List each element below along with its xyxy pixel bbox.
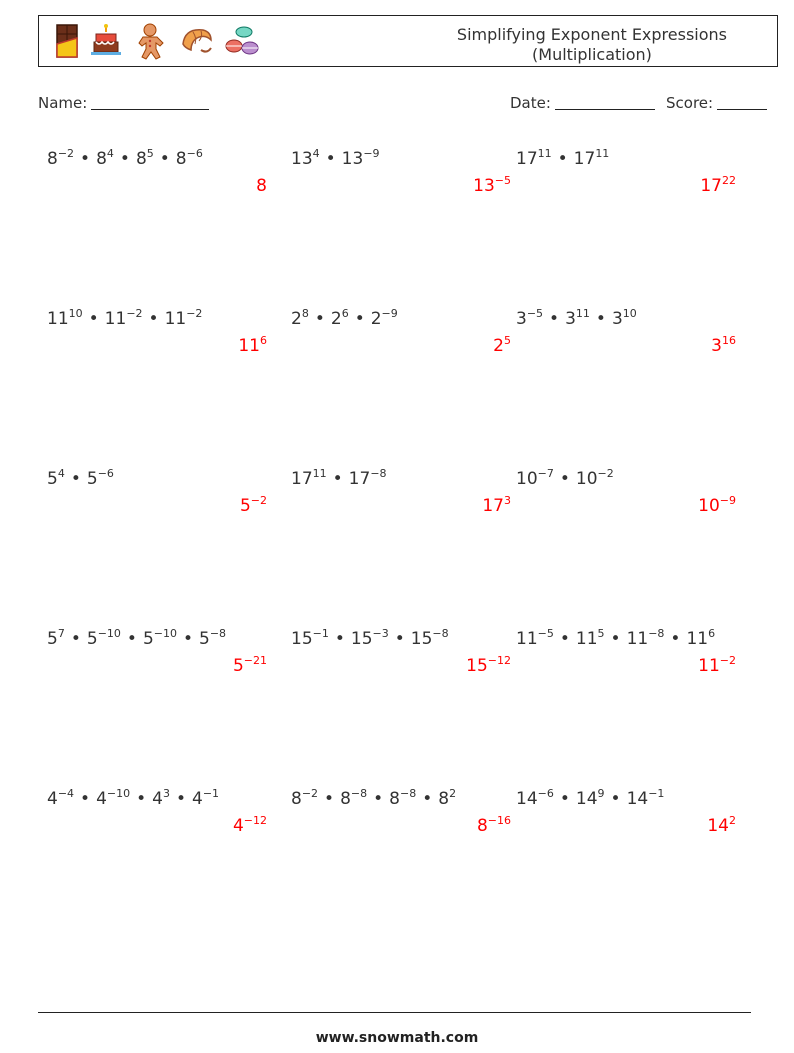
answer-power-base: 11 [238,336,260,356]
multiply-dot: • [559,469,570,489]
answer [233,655,267,677]
term [291,149,320,169]
problem-15 [516,787,746,836]
term-exponent: −2 [597,467,614,480]
name-field[interactable] [38,94,209,112]
answer-power [698,496,736,516]
answer-power-base: 5 [239,496,251,516]
term-base: 2 [291,309,302,329]
term-exponent: 7 [57,627,65,640]
term-base: 17 [516,149,538,169]
term-exponent: 5 [597,627,605,640]
answer [698,495,736,517]
term [176,149,203,169]
problem-12 [516,627,746,676]
answer-power-base: 5 [232,656,244,676]
term-base: 4 [47,789,58,809]
term-base: 11 [516,629,538,649]
answer [707,815,736,837]
answer-power-base: 8 [476,816,488,836]
term [411,629,449,649]
term [438,789,456,809]
score-field[interactable] [666,94,767,112]
term-exponent: −10 [106,787,131,800]
problem-3 [516,147,746,196]
term [291,629,329,649]
term-base: 3 [516,309,527,329]
answer [477,815,511,837]
term [516,469,554,489]
term-base: 13 [341,149,364,169]
term [351,629,389,649]
problem-5 [291,307,521,356]
multiply-dot: • [354,309,365,329]
multiply-dot: • [373,789,384,809]
term-exponent: 4 [57,467,65,480]
term-exponent: −8 [648,627,665,640]
term-base: 8 [438,789,450,809]
term [627,629,665,649]
multiply-dot: • [325,149,336,169]
answer [233,815,267,837]
term-base: 2 [370,309,382,329]
multiply-dot: • [334,629,345,649]
birthday-cake-icon [87,22,125,60]
term-base: 17 [348,469,371,489]
answer-power-base: 15 [466,656,488,676]
term-exponent: 8 [301,307,309,320]
term-base: 15 [410,629,433,649]
problem-8 [291,467,521,516]
answer-power [711,336,736,356]
multiply-dot: • [557,149,568,169]
term-base: 11 [686,629,709,649]
term-exponent: 2 [449,787,457,800]
term-exponent: −6 [186,147,203,160]
term-exponent: 5 [146,147,154,160]
term [516,149,552,169]
term [152,789,170,809]
term-base: 3 [565,309,576,329]
multiply-dot: • [670,629,681,649]
multiply-dot: • [119,149,130,169]
problem-expression [516,628,746,650]
croissant-icon [177,22,215,60]
term-exponent: −1 [648,787,665,800]
term-exponent: −10 [153,627,177,640]
answer [473,175,511,197]
term-exponent: −1 [312,627,329,640]
answer [256,175,267,197]
answer-power-base: 17 [700,176,722,196]
term [389,789,416,809]
answer-power-exponent: 3 [504,494,511,507]
problem-expression [47,148,277,170]
term-exponent: 3 [162,787,170,800]
answer-power-exponent: −12 [487,654,511,667]
term [371,309,398,329]
footer-url: www.snowmath.com [315,1030,479,1046]
multiply-dot: • [610,629,621,649]
term [342,149,380,169]
problem-1 [47,147,277,196]
term-exponent: −8 [209,627,227,640]
term-exponent: −10 [97,627,121,640]
answer [482,495,511,517]
term-exponent: 11 [595,147,610,160]
term-exponent: −3 [372,627,389,640]
term-base: 17 [291,469,313,489]
multiply-dot: • [159,149,170,169]
header-box [38,15,778,67]
term [516,789,554,809]
multiply-dot: • [610,789,621,809]
answer [700,175,736,197]
term-exponent: −6 [97,467,114,480]
worksheet-title [457,25,727,65]
answer-power-base: 14 [707,816,729,836]
term [136,149,154,169]
problem-expression [47,788,277,810]
term [47,469,65,489]
answer-power-base: 2 [493,336,504,356]
answer-power [233,656,267,676]
multiply-dot: • [394,629,405,649]
term-base: 4 [192,789,203,809]
problem-13 [47,787,277,836]
term [331,309,349,329]
term-base: 5 [86,629,98,649]
answer-power-base: 13 [473,176,495,196]
term [576,469,614,489]
answer-power-exponent: −2 [719,654,736,667]
problem-expression [291,468,521,490]
term-base: 15 [350,629,373,649]
term [576,789,605,809]
term-base: 5 [47,629,58,649]
term-exponent: 11 [575,307,590,320]
multiply-dot: • [126,629,137,649]
term [612,309,637,329]
problem-9 [516,467,746,516]
term-base: 5 [47,469,58,489]
term-base: 8 [291,789,302,809]
answer-power-base: 3 [711,336,722,356]
term [576,629,605,649]
macarons-icon [223,22,261,60]
answer-power [233,816,267,836]
term-exponent: 9 [597,787,605,800]
term-exponent: −9 [363,147,380,160]
multiply-dot: • [148,309,159,329]
term-base: 4 [152,789,163,809]
term-base: 8 [340,789,351,809]
term [291,469,327,489]
multiply-dot: • [559,789,570,809]
answer-power [700,176,736,196]
answer-power-base: 11 [698,656,720,676]
answer-power-base: 17 [482,496,504,516]
name-label: Name: [38,94,88,112]
date-field[interactable] [510,94,655,112]
problem-expression [516,468,746,490]
problem-expression [516,148,746,170]
term-exponent: 11 [537,147,552,160]
term [87,629,121,649]
term-base: 8 [135,149,147,169]
answer-power-exponent: 6 [260,334,267,347]
problem-expression [47,468,277,490]
problem-10 [47,627,277,676]
term [574,149,610,169]
answer-power-exponent: −12 [243,814,267,827]
multiply-dot: • [595,309,606,329]
term-exponent: −4 [57,787,75,800]
answer-power-base: 10 [698,496,720,516]
answer-power-exponent: −5 [494,174,511,187]
answer-power-exponent: 2 [729,814,736,827]
term-base: 14 [575,789,598,809]
multiply-dot: • [70,469,81,489]
problem-expression [291,788,521,810]
term-base: 15 [291,629,313,649]
term-base: 11 [47,309,69,329]
term [686,629,715,649]
term-base: 11 [104,309,127,329]
problem-expression [516,788,746,810]
term [96,149,114,169]
term-exponent: −8 [350,787,368,800]
problem-expression [516,308,746,330]
answer [711,335,736,357]
gingerbread-man-icon [131,22,169,60]
term-exponent: −9 [381,307,398,320]
term-base: 5 [86,469,98,489]
answer-power [482,496,511,516]
multiply-dot: • [175,789,187,809]
multiply-dot: • [88,309,99,329]
term-exponent: −1 [202,787,220,800]
problem-expression [47,628,277,650]
multiply-dot: • [70,629,81,649]
term-base: 11 [626,629,649,649]
term-base: 14 [516,789,538,809]
term [165,309,203,329]
term-base: 4 [96,789,107,809]
answer-power-base: 8 [256,176,267,196]
term [516,629,554,649]
term-exponent: −8 [432,627,449,640]
problem-14 [291,787,521,836]
term-base: 2 [330,309,342,329]
term-exponent: −2 [126,307,143,320]
term-exponent: 4 [312,147,320,160]
term [47,149,74,169]
multiply-dot: • [324,789,335,809]
term-exponent: −6 [537,787,554,800]
term [516,309,543,329]
term [199,629,226,649]
term-exponent: −7 [537,467,554,480]
footer-divider [38,1012,751,1013]
problem-expression [291,148,521,170]
multiply-dot: • [549,309,560,329]
answer-power-exponent: −21 [243,654,267,667]
term [87,469,114,489]
term-exponent: −2 [57,147,75,160]
date-label: Date: [510,94,551,112]
title-line-1: Simplifying Exponent Expressions [456,25,727,44]
name-blank[interactable] [91,95,209,110]
term-base: 11 [164,309,187,329]
term-exponent: −2 [186,307,203,320]
answer-power [240,496,267,516]
term-exponent: −5 [537,627,554,640]
term-base: 8 [47,149,58,169]
problem-4 [47,307,277,356]
term-base: 10 [516,469,538,489]
multiply-dot: • [136,789,147,809]
term-base: 5 [142,629,154,649]
term-base: 8 [96,149,107,169]
title-line-2: (Multiplication) [532,45,652,64]
answer [698,655,736,677]
term-exponent: 4 [106,147,114,160]
answer-power [238,336,267,356]
score-blank[interactable] [717,95,767,110]
term-base: 17 [573,149,596,169]
term-exponent: −8 [399,787,417,800]
answer-power-exponent: 22 [722,174,736,187]
term [565,309,590,329]
term [47,789,74,809]
multiply-dot: • [559,629,570,649]
term-base: 5 [199,629,210,649]
answer-power-exponent: −9 [719,494,736,507]
answer-power [493,336,511,356]
term [627,789,665,809]
term-exponent: 10 [68,307,83,320]
term-base: 3 [611,309,623,329]
term-base: 11 [575,629,598,649]
answer-power [698,656,736,676]
problem-7 [47,467,277,516]
problem-expression [291,628,521,650]
term-base: 10 [575,469,598,489]
answer-power [256,176,267,196]
answer-power-exponent: 16 [722,334,736,347]
term-exponent: −8 [370,467,387,480]
term [192,789,219,809]
chocolate-bar-icon [49,22,87,60]
term-base: 13 [291,149,313,169]
multiply-dot: • [422,789,433,809]
term-base: 14 [626,789,649,809]
answer [240,495,267,517]
multiply-dot: • [332,469,343,489]
term [47,629,65,649]
answer [238,335,267,357]
term-exponent: 10 [622,307,637,320]
answer-power-exponent: 5 [504,334,511,347]
term-exponent: −5 [526,307,544,320]
term [349,469,387,489]
answer [466,655,511,677]
term [105,309,143,329]
problem-11 [291,627,521,676]
term [291,789,318,809]
term-exponent: 6 [708,627,716,640]
problem-expression [291,308,521,330]
answer-power [707,816,736,836]
term [143,629,177,649]
answer-power [466,656,511,676]
term-base: 8 [175,149,187,169]
term-exponent: −2 [301,787,319,800]
answer-power-base: 4 [232,816,244,836]
answer [493,335,511,357]
problem-expression [47,308,277,330]
answer-power-exponent: −16 [487,814,511,827]
date-blank[interactable] [555,95,655,110]
multiply-dot: • [80,149,91,169]
term [47,309,83,329]
term-base: 8 [389,789,400,809]
answer-power-exponent: −2 [250,494,267,507]
multiply-dot: • [182,629,194,649]
term [96,789,130,809]
term [291,309,309,329]
multiply-dot: • [80,789,91,809]
score-label: Score: [666,94,714,112]
multiply-dot: • [314,309,325,329]
answer-power [477,816,511,836]
problem-6 [516,307,746,356]
answer-power [473,176,511,196]
term [340,789,367,809]
term-exponent: 6 [341,307,349,320]
problem-2 [291,147,521,196]
term-exponent: 11 [312,467,327,480]
